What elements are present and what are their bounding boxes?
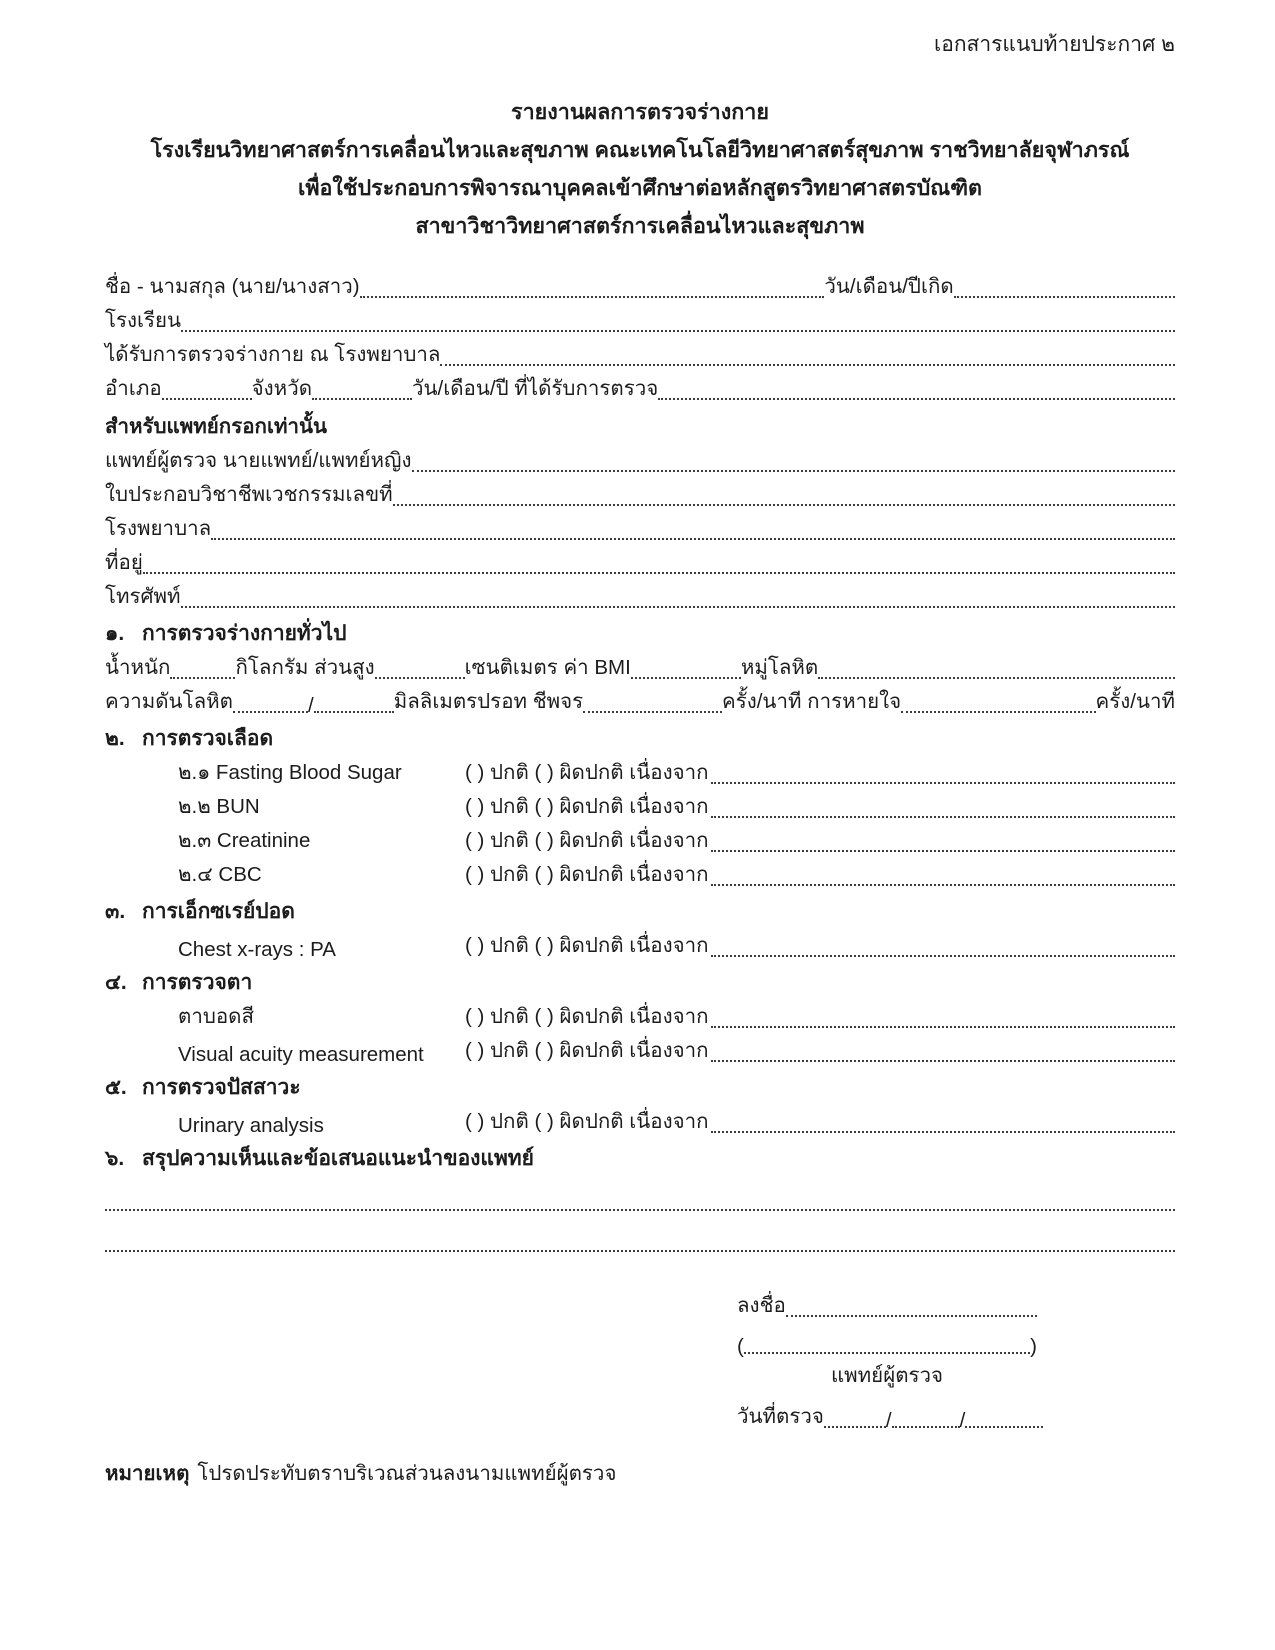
license-fill-line bbox=[393, 504, 1175, 506]
field-line-weight-height-bmi bbox=[105, 650, 1175, 684]
section-5-number: ๕. bbox=[105, 1076, 127, 1099]
summary-line-2 bbox=[105, 1216, 1175, 1257]
section-6-heading-row bbox=[105, 1138, 1175, 1175]
section-3-heading-row bbox=[105, 891, 1175, 928]
province-label: จังหวัด bbox=[251, 377, 313, 400]
section-5-heading-row bbox=[105, 1067, 1175, 1104]
name-fill-line bbox=[360, 296, 825, 298]
hospital-label: โรงพยาบาล bbox=[105, 517, 212, 540]
summary-fill-line bbox=[105, 1250, 1175, 1252]
section-4-heading-row bbox=[105, 962, 1175, 999]
resp-fill-line bbox=[901, 711, 1095, 713]
bmi-fill-line bbox=[631, 677, 741, 679]
reason-fill-line bbox=[711, 850, 1175, 852]
bp-diastolic-fill-line bbox=[314, 711, 394, 713]
doctor-only-heading-row bbox=[105, 405, 1175, 443]
check-row-cbc bbox=[105, 857, 1175, 891]
reason-fill-line bbox=[711, 1131, 1175, 1133]
resp-unit-label: ครั้ง/นาที bbox=[1095, 690, 1175, 713]
normal-abnormal-checkboxes: ( ) ปกติ ( ) ผิดปกติ เนื่องจาก bbox=[465, 1039, 709, 1062]
address-fill-line bbox=[143, 572, 1175, 574]
check-row-bun bbox=[105, 789, 1175, 823]
phone-label: โทรศัพท์ bbox=[105, 585, 181, 608]
form-subtitle-institution: โรงเรียนวิทยาศาสตร์การเคลื่อนไหวและสุขภาพ คณะเทคโนโลยีวิทยาศาสตร์สุขภาพ ราชวิทยาลัยจุฬาภรณ์ bbox=[150, 138, 1130, 162]
weight-label: น้ำหนัก bbox=[105, 656, 171, 679]
form-subtitle-program: สาขาวิชาวิทยาศาสตร์การเคลื่อนไหวและสุขภาพ bbox=[415, 214, 865, 238]
normal-abnormal-checkboxes: ( ) ปกติ ( ) ผิดปกติ เนื่องจาก bbox=[465, 1005, 709, 1028]
normal-abnormal-checkboxes: ( ) ปกติ ( ) ผิดปกติ เนื่องจาก bbox=[465, 761, 709, 784]
sign-name-fill-line bbox=[744, 1352, 1030, 1354]
reason-fill-line bbox=[711, 1060, 1175, 1062]
address-label: ที่อยู่ bbox=[105, 551, 143, 574]
paren-close: ) bbox=[1030, 1335, 1037, 1358]
section-1-heading-row bbox=[105, 613, 1175, 650]
form-body bbox=[105, 269, 1175, 1490]
signature-block bbox=[737, 1285, 1037, 1433]
field-line-district-province-date bbox=[105, 371, 1175, 405]
hospital-fill-line bbox=[211, 538, 1175, 540]
bmi-label: เซนติเมตร ค่า BMI bbox=[464, 656, 631, 679]
pulse-fill-line bbox=[583, 711, 722, 713]
summary-fill-line bbox=[105, 1209, 1175, 1211]
phone-fill-line bbox=[181, 606, 1175, 608]
item-label: ๒.๔ CBC bbox=[178, 863, 262, 886]
item-label: ๒.๓ Creatinine bbox=[178, 829, 311, 852]
date-month-fill-line bbox=[892, 1426, 960, 1428]
exam-date-line bbox=[737, 1396, 1037, 1433]
province-fill-line bbox=[312, 398, 412, 400]
exam-hospital-fill-line bbox=[440, 364, 1175, 366]
field-line-license bbox=[105, 477, 1175, 511]
section-2-heading: การตรวจเลือด bbox=[142, 727, 274, 750]
dob-fill-line bbox=[954, 296, 1175, 298]
date-slash-1: / bbox=[885, 1409, 892, 1432]
check-row-chest-xray bbox=[105, 928, 1175, 962]
normal-abnormal-checkboxes: ( ) ปกติ ( ) ผิดปกติ เนื่องจาก bbox=[465, 1110, 709, 1133]
form-title-block bbox=[105, 93, 1175, 245]
check-row-creatinine bbox=[105, 823, 1175, 857]
blood-group-label: หมู่โลหิต bbox=[740, 656, 819, 679]
exam-hospital-label: ได้รับการตรวจร่างกาย ณ โรงพยาบาล bbox=[105, 343, 441, 366]
normal-abnormal-checkboxes: ( ) ปกติ ( ) ผิดปกติ เนื่องจาก bbox=[465, 829, 709, 852]
license-label: ใบประกอบวิชาชีพเวชกรรมเลขที่ bbox=[105, 483, 393, 506]
check-row-visual-acuity bbox=[105, 1033, 1175, 1067]
date-slash-2: / bbox=[959, 1409, 966, 1432]
bp-slash: / bbox=[307, 694, 314, 717]
field-line-phone bbox=[105, 579, 1175, 613]
paren-open: ( bbox=[737, 1335, 744, 1358]
check-row-color-blindness bbox=[105, 999, 1175, 1033]
examiner-fill-line bbox=[412, 470, 1175, 472]
section-4-number: ๔. bbox=[105, 971, 127, 994]
item-label: Visual acuity measurement bbox=[178, 1043, 424, 1066]
resp-label: ครั้ง/นาที การหายใจ bbox=[722, 690, 902, 713]
section-4-heading: การตรวจตา bbox=[142, 971, 253, 994]
date-year-fill-line bbox=[965, 1426, 1043, 1428]
section-3-number: ๓. bbox=[105, 900, 126, 923]
summary-line-1 bbox=[105, 1175, 1175, 1216]
height-label: กิโลกรัม ส่วนสูง bbox=[235, 656, 375, 679]
dob-label: วัน/เดือน/ปีเกิด bbox=[824, 275, 954, 298]
reason-fill-line bbox=[711, 816, 1175, 818]
district-label: อำเภอ bbox=[105, 377, 162, 400]
section-1-heading: การตรวจร่างกายทั่วไป bbox=[142, 622, 347, 645]
exam-date-label: วัน/เดือน/ปี ที่ได้รับการตรวจ bbox=[412, 377, 659, 400]
sign-name-line bbox=[737, 1322, 1037, 1359]
section-6-heading: สรุปความเห็นและข้อเสนอแนะนำของแพทย์ bbox=[142, 1147, 534, 1170]
sign-label: ลงชื่อ bbox=[737, 1294, 786, 1317]
field-line-hospital bbox=[105, 511, 1175, 545]
reason-fill-line bbox=[711, 782, 1175, 784]
date-day-fill-line bbox=[824, 1426, 886, 1428]
field-line-address bbox=[105, 545, 1175, 579]
footer-note-text: โปรดประทับตราบริเวณส่วนลงนามแพทย์ผู้ตรวจ bbox=[197, 1462, 617, 1485]
footer-note bbox=[105, 1457, 1175, 1490]
school-fill-line bbox=[181, 330, 1175, 332]
section-2-number: ๒. bbox=[105, 727, 125, 750]
section-2-heading-row bbox=[105, 718, 1175, 755]
sign-fill-line bbox=[786, 1315, 1037, 1317]
doctor-only-heading: สำหรับแพทย์กรอกเท่านั้น bbox=[105, 415, 328, 438]
item-label: Urinary analysis bbox=[178, 1114, 324, 1137]
sig-date-label: วันที่ตรวจ bbox=[737, 1405, 824, 1428]
weight-fill-line bbox=[170, 677, 235, 679]
check-row-fasting-blood-sugar bbox=[105, 755, 1175, 789]
examiner-label: แพทย์ผู้ตรวจ นายแพทย์/แพทย์หญิง bbox=[105, 449, 412, 472]
pulse-label: มิลลิเมตรปรอท ชีพจร bbox=[393, 690, 584, 713]
school-label: โรงเรียน bbox=[105, 309, 182, 332]
item-label: ๒.๑ Fasting Blood Sugar bbox=[178, 761, 402, 784]
field-line-examiner bbox=[105, 443, 1175, 477]
exam-date-fill-line bbox=[658, 398, 1175, 400]
field-line-school bbox=[105, 303, 1175, 337]
bp-systolic-fill-line bbox=[233, 711, 308, 713]
normal-abnormal-checkboxes: ( ) ปกติ ( ) ผิดปกติ เนื่องจาก bbox=[465, 795, 709, 818]
field-line-bp-pulse-resp bbox=[105, 684, 1175, 718]
section-3-heading: การเอ็กซเรย์ปอด bbox=[142, 900, 295, 923]
item-label: ตาบอดสี bbox=[178, 1005, 254, 1028]
form-title: รายงานผลการตรวจร่างกาย bbox=[511, 100, 769, 124]
item-label: Chest x-rays : PA bbox=[178, 938, 336, 961]
section-6-number: ๖. bbox=[105, 1147, 125, 1170]
sign-line bbox=[737, 1285, 1037, 1322]
item-label: ๒.๒ BUN bbox=[178, 795, 260, 818]
section-1-number: ๑. bbox=[105, 622, 125, 645]
field-line-name-dob bbox=[105, 269, 1175, 303]
form-subtitle-purpose: เพื่อใช้ประกอบการพิจารณาบุคคลเข้าศึกษาต่อหลักสูตรวิทยาศาสตรบัณฑิต bbox=[297, 176, 983, 200]
field-line-exam-hospital bbox=[105, 337, 1175, 371]
section-5-heading: การตรวจปัสสาวะ bbox=[142, 1076, 301, 1099]
check-row-urinary-analysis bbox=[105, 1104, 1175, 1138]
footer-note-label: หมายเหตุ bbox=[105, 1462, 190, 1485]
corner-note: เอกสารแนบท้ายประกาศ ๒ bbox=[934, 33, 1175, 56]
reason-fill-line bbox=[711, 955, 1175, 957]
normal-abnormal-checkboxes: ( ) ปกติ ( ) ผิดปกติ เนื่องจาก bbox=[465, 934, 709, 957]
examiner-role-line: แพทย์ผู้ตรวจ bbox=[830, 1364, 944, 1387]
name-label: ชื่อ - นามสกุล (นาย/นางสาว) bbox=[105, 275, 360, 298]
reason-fill-line bbox=[711, 1026, 1175, 1028]
district-fill-line bbox=[162, 398, 252, 400]
height-fill-line bbox=[375, 677, 465, 679]
bp-label: ความดันโลหิต bbox=[105, 690, 233, 713]
blood-group-fill-line bbox=[818, 677, 1175, 679]
reason-fill-line bbox=[711, 884, 1175, 886]
normal-abnormal-checkboxes: ( ) ปกติ ( ) ผิดปกติ เนื่องจาก bbox=[465, 863, 709, 886]
